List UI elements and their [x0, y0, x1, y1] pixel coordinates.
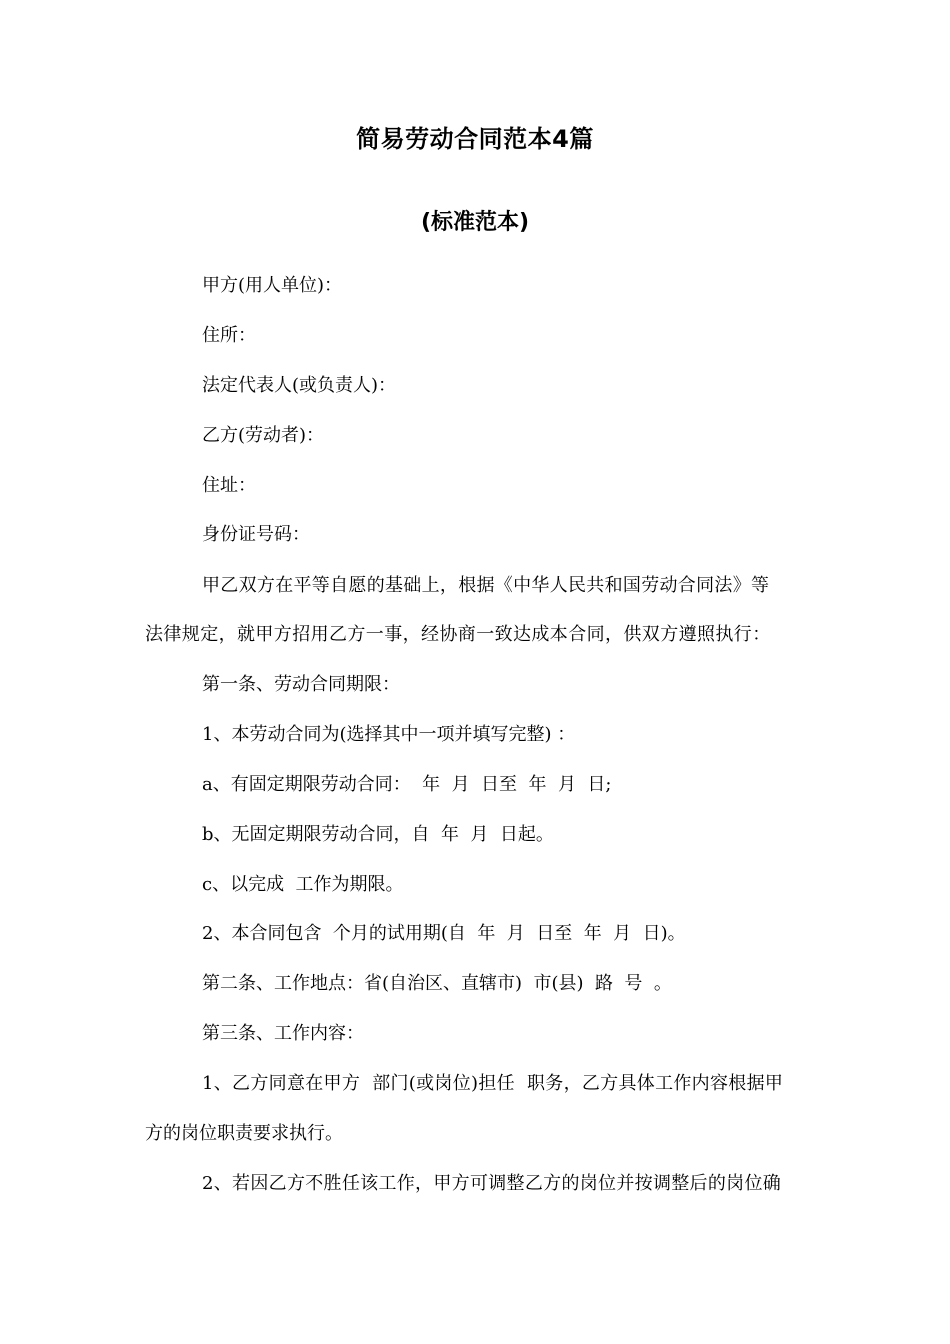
party-b-address-line: 住址：: [202, 475, 256, 496]
article-3-item-1-line-2: 方的岗位职责要求执行。: [145, 1123, 343, 1144]
preamble-line-2: 法律规定，就甲方招用乙方一事，经协商一致达成本合同，供双方遵照执行：: [145, 624, 771, 645]
article-1-option-c: c、以完成 工作为期限。: [202, 874, 404, 895]
article-3-heading: 第三条、工作内容：: [202, 1023, 364, 1044]
document-title: 简易劳动合同范本4篇: [356, 125, 594, 153]
party-b-line: 乙方(劳动者)：: [202, 425, 325, 446]
article-1-item-1: 1、本劳动合同为(选择其中一项并填写完整) ：: [202, 724, 576, 745]
id-number-line: 身份证号码：: [202, 524, 310, 545]
party-a-address-line: 住所：: [202, 325, 256, 346]
article-1-option-b: b、无固定期限劳动合同，自 年 月 日起。: [202, 824, 554, 845]
legal-representative-line: 法定代表人(或负责人)：: [202, 375, 397, 396]
article-3-item-1-line-1: 1、乙方同意在甲方 部门(或岗位)担任 职务，乙方具体工作内容根据甲: [202, 1073, 784, 1094]
preamble-line-1: 甲乙双方在平等自愿的基础上，根据《中华人民共和国劳动合同法》等: [202, 575, 770, 596]
article-1-option-a: a、有固定期限劳动合同： 年 月 日至 年 月 日;: [202, 774, 612, 795]
article-3-item-2-line-1: 2、若因乙方不胜任该工作，甲方可调整乙方的岗位并按调整后的岗位确: [202, 1173, 782, 1194]
party-a-line: 甲方(用人单位)：: [202, 275, 343, 296]
article-1-heading: 第一条、劳动合同期限：: [202, 674, 400, 695]
article-2-line: 第二条、工作地点：省(自治区、直辖市) 市(县) 路 号 。: [202, 973, 672, 994]
article-1-item-2: 2、本合同包含 个月的试用期(自 年 月 日至 年 月 日)。: [202, 923, 686, 944]
document-subtitle: (标准范本): [420, 210, 530, 235]
